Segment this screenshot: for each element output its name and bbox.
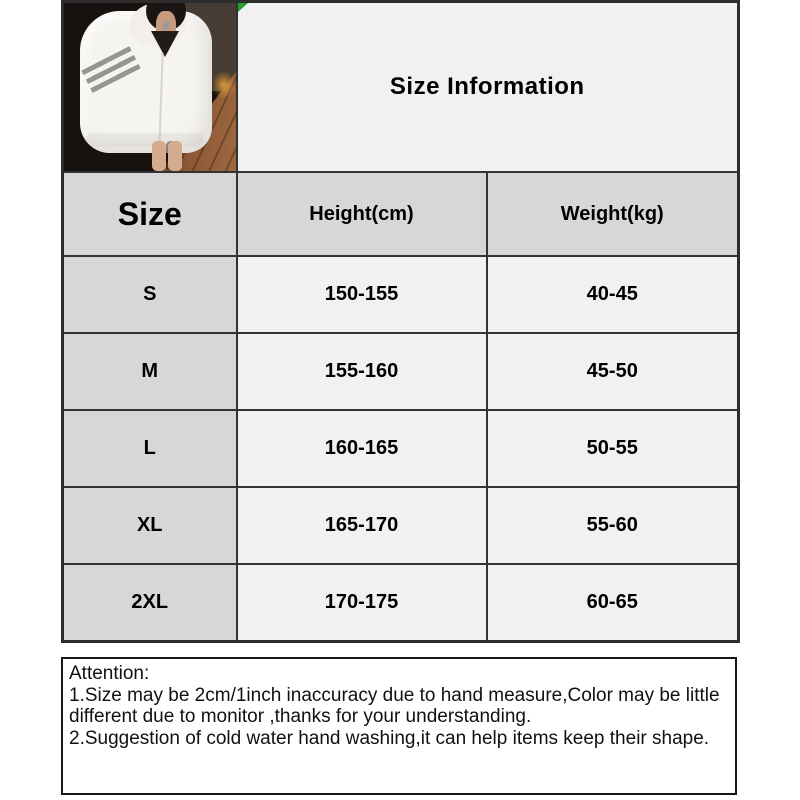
product-photo xyxy=(64,3,236,171)
weight-value: 55-60 xyxy=(487,487,739,564)
height-value: 150-155 xyxy=(237,256,487,333)
photo-orange-object xyxy=(212,71,236,99)
photo-model-leg xyxy=(152,141,166,171)
product-photo-cell xyxy=(63,2,237,173)
size-label: S xyxy=(63,256,237,333)
size-label: L xyxy=(63,410,237,487)
column-header-weight: Weight(kg) xyxy=(487,172,739,256)
table-row xyxy=(63,487,739,564)
attention-line: 1.Size may be 2cm/1inch inaccuracy due to hand measure,Color may be little xyxy=(69,684,720,706)
table-row xyxy=(63,564,739,642)
height-value: 165-170 xyxy=(237,487,487,564)
green-corner-flag-icon xyxy=(238,3,248,12)
photo-hem-shading xyxy=(86,133,204,147)
size-table xyxy=(61,0,740,643)
size-label: M xyxy=(63,333,237,410)
size-label: 2XL xyxy=(63,564,237,642)
weight-value: 60-65 xyxy=(487,564,739,642)
column-header-height: Height(cm) xyxy=(237,172,487,256)
table-row xyxy=(63,256,739,333)
height-value: 155-160 xyxy=(237,333,487,410)
column-header-size: Size xyxy=(63,172,237,256)
attention-line: 2.Suggestion of cold water hand washing,it can help items keep their shape. xyxy=(69,727,710,749)
attention-note xyxy=(61,657,737,795)
table-row xyxy=(63,333,739,410)
weight-value: 45-50 xyxy=(487,333,739,410)
table-row xyxy=(63,410,739,487)
attention-line: different due to monitor ,thanks for your understanding. xyxy=(69,706,532,727)
page-title: Size Information xyxy=(389,73,585,100)
column-header-row xyxy=(63,172,739,256)
height-value: 170-175 xyxy=(237,564,487,642)
attention-heading: Attention: xyxy=(69,663,150,684)
title-cell xyxy=(237,2,739,173)
size-label: XL xyxy=(63,487,237,564)
weight-value: 50-55 xyxy=(487,410,739,487)
height-value: 160-165 xyxy=(237,410,487,487)
weight-value: 40-45 xyxy=(487,256,739,333)
photo-model-leg xyxy=(168,141,182,171)
photo-title-row xyxy=(63,2,739,173)
